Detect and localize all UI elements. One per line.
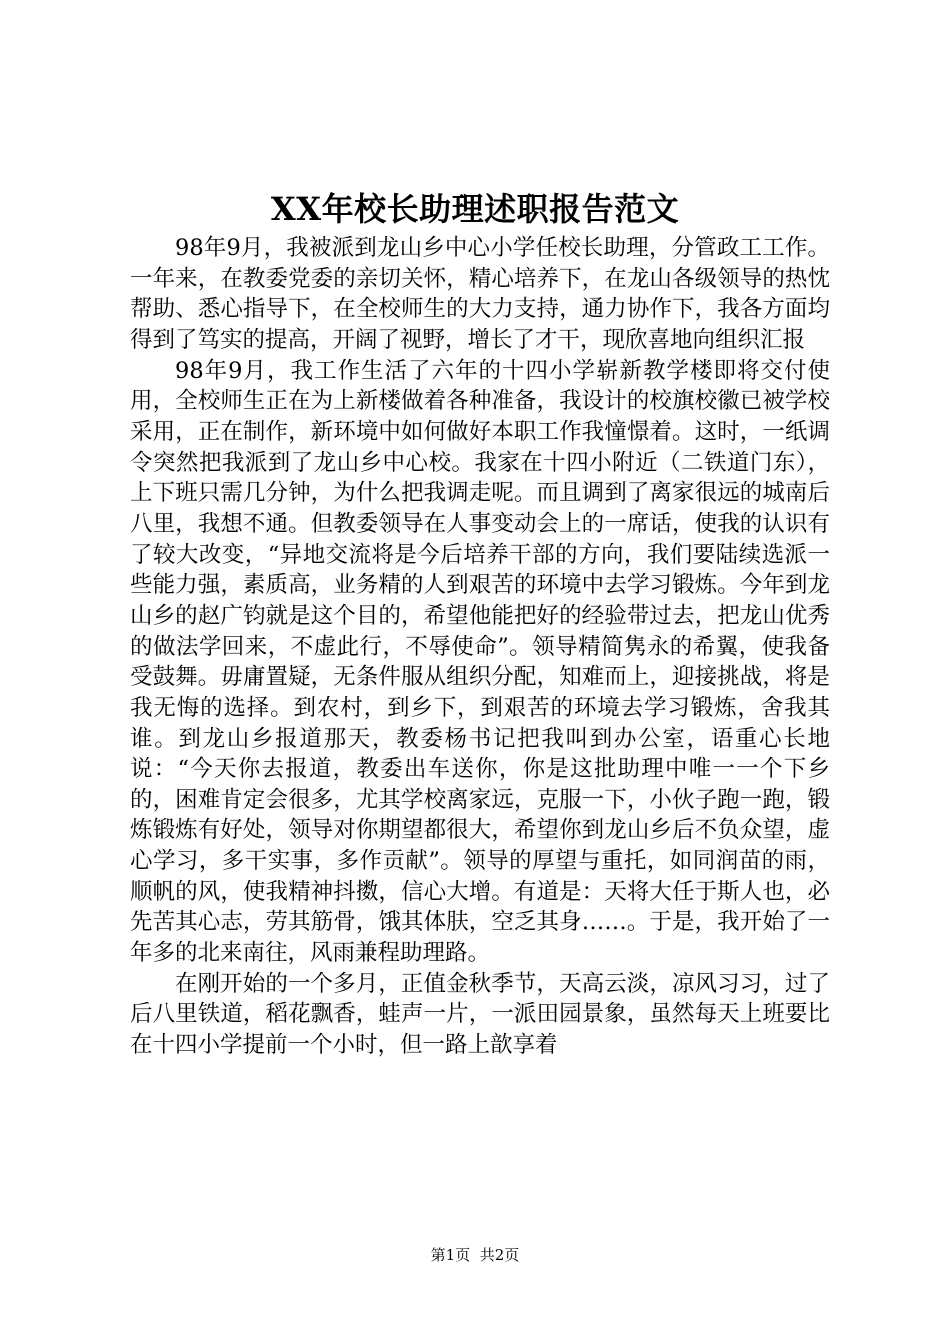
page-footer: [0, 1244, 950, 1266]
paragraph-2: 98年9月，我工作生活了六年的十四小学崭新教学楼即将交付使用，全校师生正在为上新楼做着各种准备，我设计的校旗校徽已被学校采用，正在制作，新环境中如何做好本职工作我憧憬着。这时，一纸调令突然把我派到了龙山乡中心校。我家在十四小附近（二铁道门东），上下班只需几分钟，为什么把我调走呢。而且调到了离家很远的城南后八里，我想不通。但教委领导在人事变动会上的一席话，使我的认识有了较大改变，“异地交流将是今后培养干部的方向，我们要陆续选派一些能力强，素质高，业务精的人到艰苦的环境中去学习锻炼。今年到龙山乡的赵广钧就是这个目的，希望他能把好的经验带过去，把龙山优秀的做法学回来，不虚此行，不辱使命”。领导精简隽永的希翼，使我备受鼓舞。毋庸置疑，无条件服从组织分配，知难而上，迎接挑战，将是我无悔的选择。到农村，到乡下，到艰苦的环境去学习锻炼，舍我其谁。到龙山乡报道那天，教委杨书记把我叫到办公室，语重心长地说：“今天你去报道，教委出车送你，你是这批助理中唯一一个下乡的，困难肯定会很多，尤其学校离家远，克服一下，小伙子跑一跑，锻炼锻炼有好处，领导对你期望都很大，希望你到龙山乡后不负众望，虚心学习，多干实事，多作贡献”。领导的厚望与重托，如同润苗的雨，顺帆的风，使我精神抖擞，信心大增。有道是：天将大任于斯人也，必先苦其心志，劳其筋骨，饿其体肤，空乏其身……。于是，我开始了一年多的北来南往，风雨兼程助理路。: [130, 357, 830, 967]
document-body: [130, 233, 830, 1061]
page-number: 第1页: [430, 1246, 471, 1264]
paragraph-3: 在刚开始的一个多月，正值金秋季节，天高云淡，凉风习习，过了后八里铁道，稻花飘香，蛙声一片，一派田园景象，虽然每天上班要比在十四小学提前一个小时，但一路上歆享着: [130, 970, 830, 1059]
page-total: 共2页: [479, 1246, 520, 1264]
document-title: XX年校长助理述职报告范文: [270, 190, 680, 228]
paragraph-1: 98年9月，我被派到龙山乡中心小学任校长助理，分管政工工作。一年来，在教委党委的亲切关怀，精心培养下，在龙山各级领导的热忱帮助、悉心指导下，在全校师生的大力支持，通力协作下，我各方面均得到了笃实的提高，开阔了视野，增长了才干，现欣喜地向组织汇报: [130, 235, 830, 353]
